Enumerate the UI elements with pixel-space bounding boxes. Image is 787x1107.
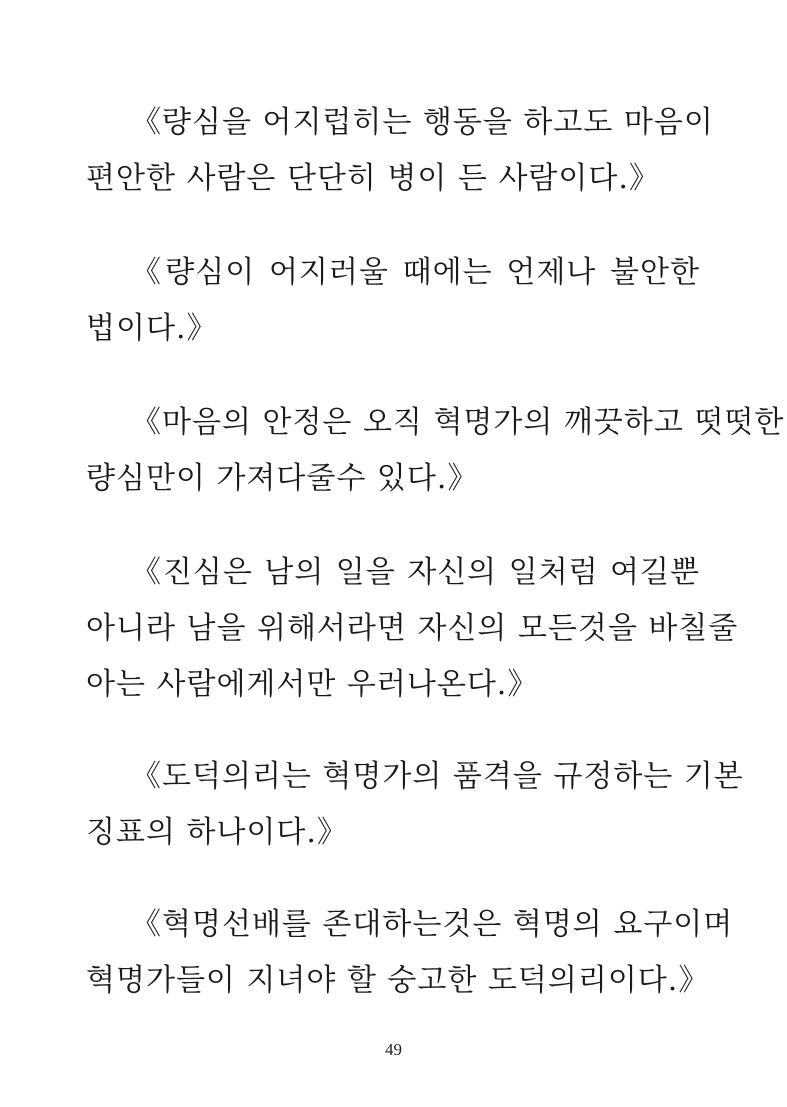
quote-paragraph-2: [86, 255, 700, 346]
page-number: 49: [385, 1040, 402, 1059]
paragraph-line: 《마음의 안정은 오직 혁명가의 깨끗하고 떳떳한: [131, 405, 785, 440]
paragraph-line: 아니라 남을 위해서라면 자신의 모든것을 바칠줄: [86, 611, 739, 646]
paragraph-line: 《량심을 어지럽히는 행동을 하고도 마음이: [131, 105, 714, 140]
quote-paragraph-5: [86, 759, 744, 850]
quote-paragraph-4: [86, 555, 739, 702]
paragraph-line: 편안한 사람은 단단히 병이 든 사람이다.》: [86, 161, 660, 196]
paragraph-line: 《도덕의리는 혁명가의 품격을 규정하는 기본: [131, 759, 744, 794]
paragraph-line: 혁명가들이 지녀야 할 숭고한 도덕의리이다.》: [86, 963, 710, 998]
paragraph-line: 징표의 하나이다.》: [86, 815, 348, 850]
quote-paragraph-3: [86, 405, 785, 496]
paragraph-line: 법이다.》: [86, 311, 218, 346]
quote-paragraph-1: [86, 105, 714, 196]
paragraph-line: 《량심이 어지러울 때에는 언제나 불안한: [131, 255, 700, 290]
paragraph-line: 《혁명선배를 존대하는것은 혁명의 요구이며: [131, 907, 734, 942]
paragraph-line: 《진심은 남의 일을 자신의 일처럼 여길뿐: [131, 555, 700, 590]
quote-paragraph-6: [86, 907, 734, 998]
paragraph-line: 아는 사람에게서만 우러나온다.》: [86, 667, 539, 702]
paragraph-line: 량심만이 가져다줄수 있다.》: [86, 461, 479, 496]
